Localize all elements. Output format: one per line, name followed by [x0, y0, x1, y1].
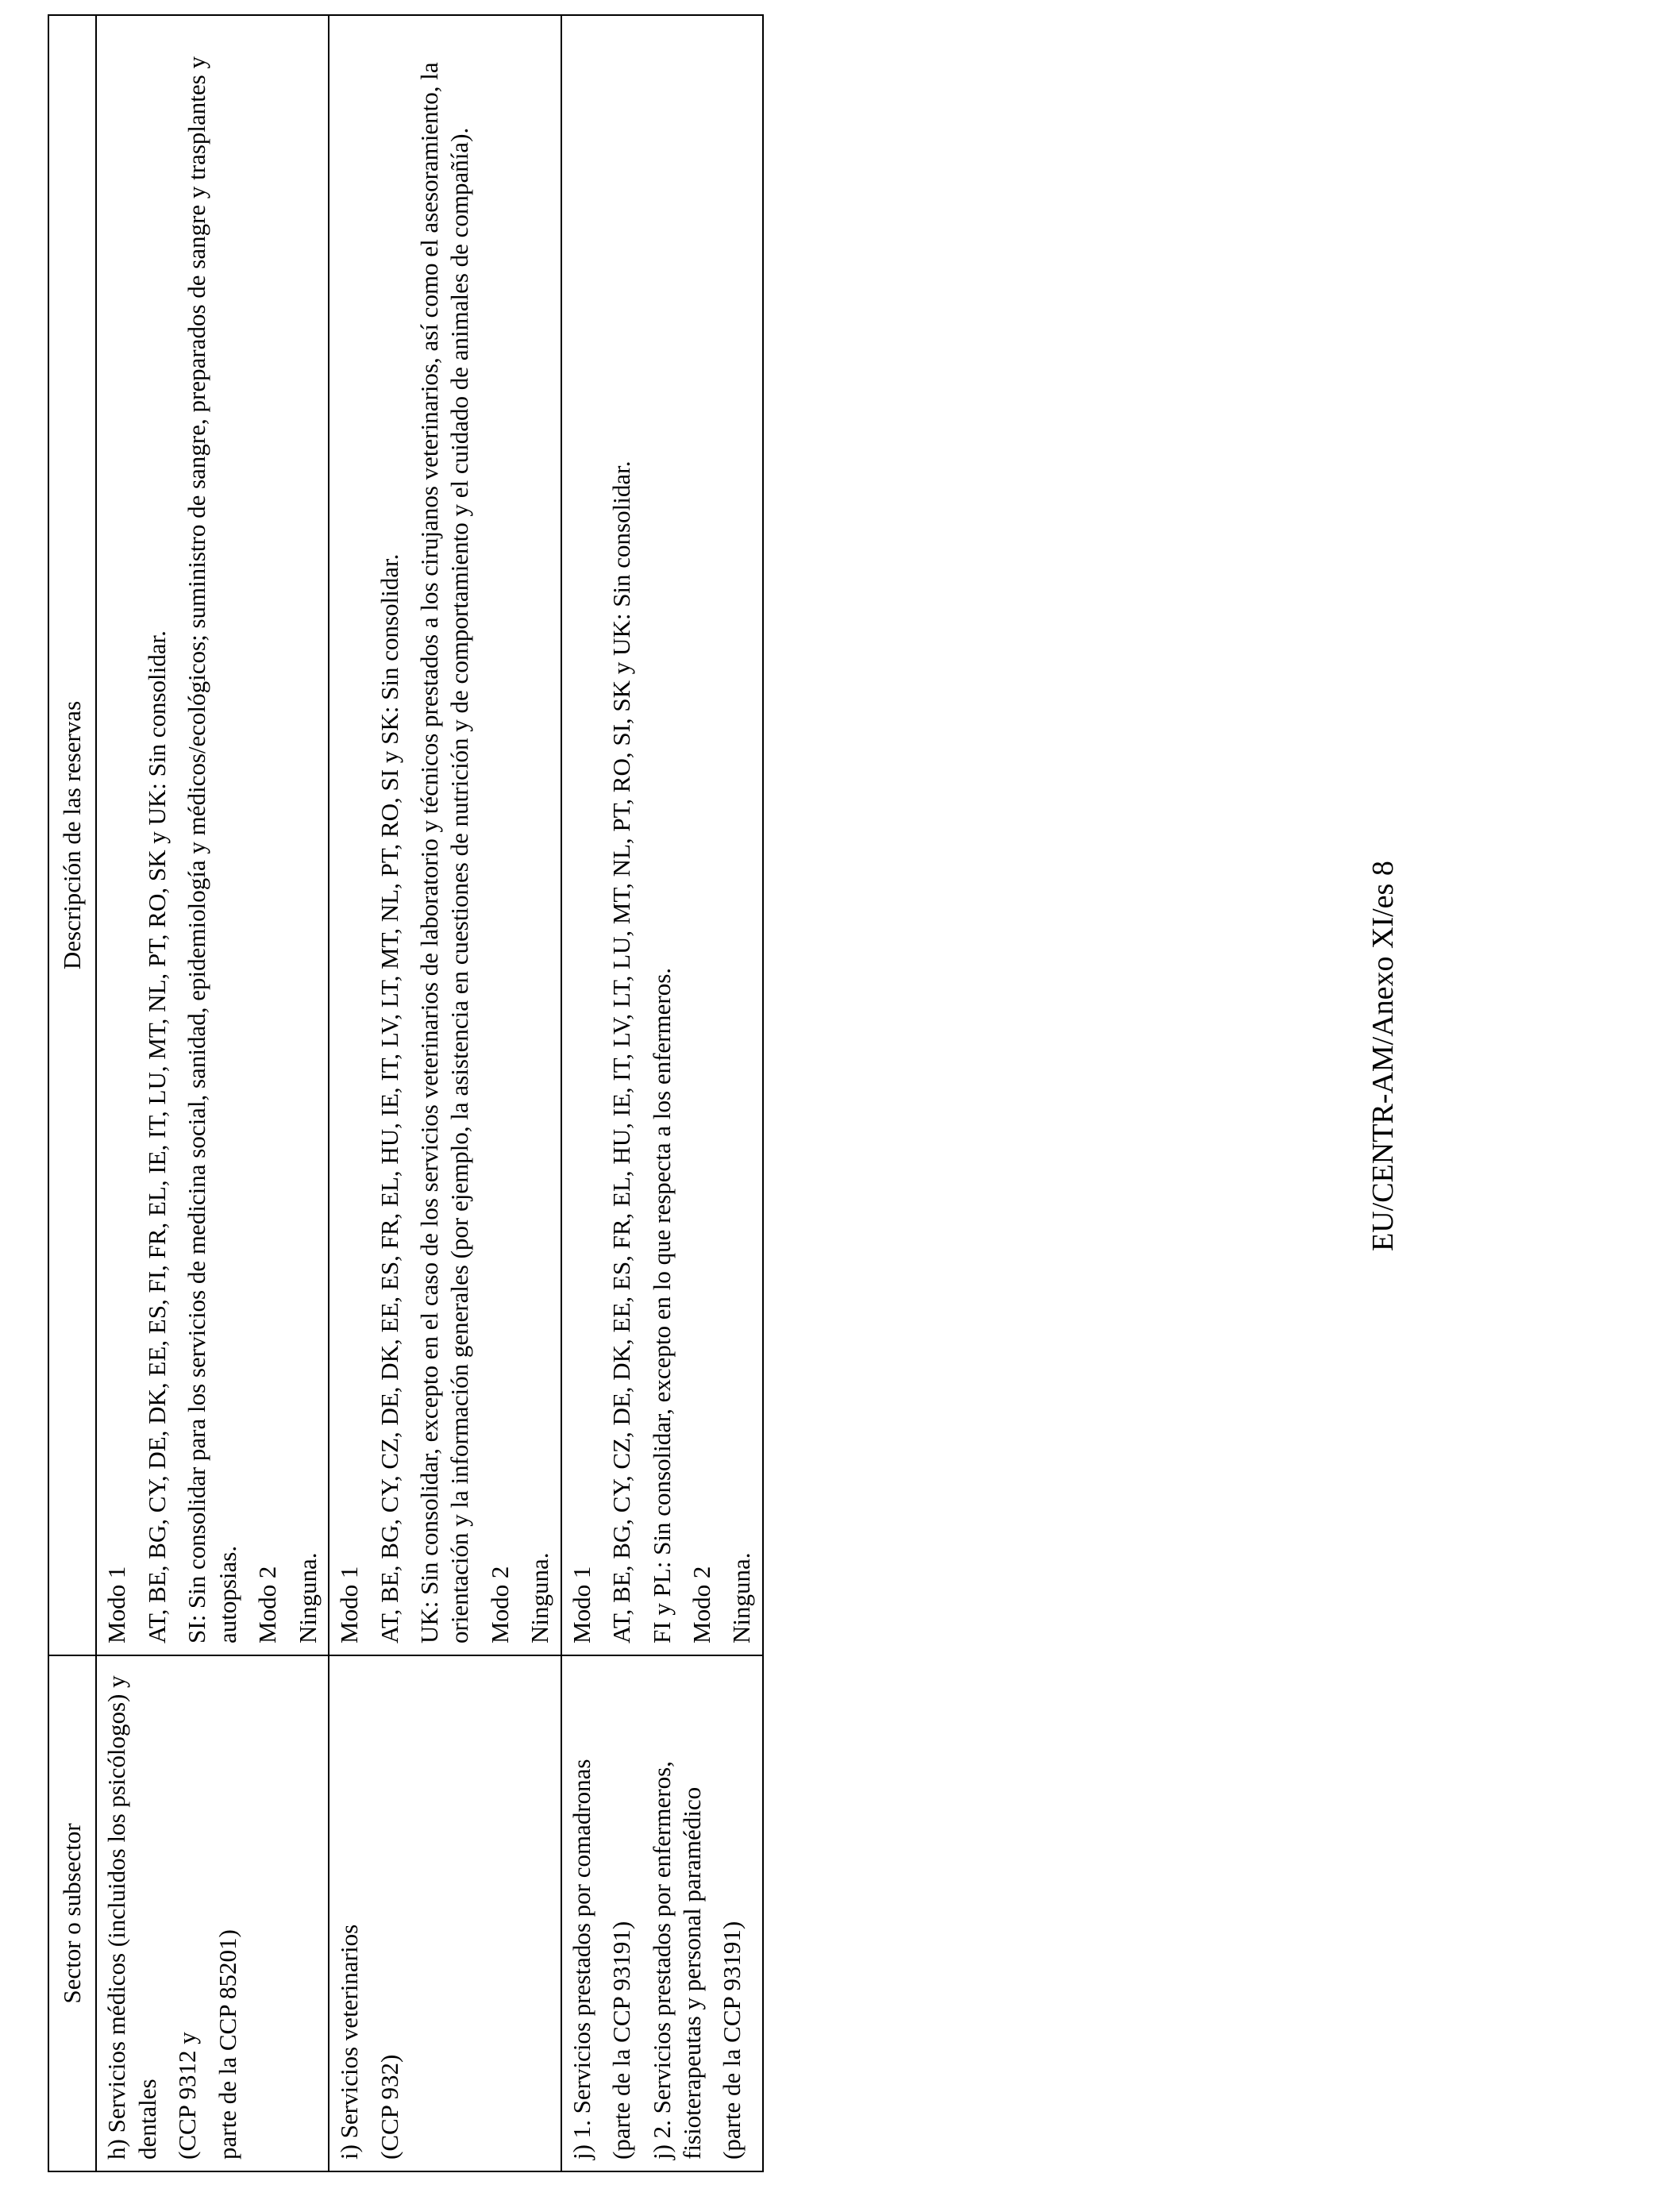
sector-ccp: (parte de la CCP 93191) — [607, 1921, 636, 2160]
reservation-text: AT, BE, BG, CY, DE, DK, EE, ES, FI, FR, EL, IE, IT, LU, MT, NL, PT, RO, SK y UK: Sin consolidar. — [142, 630, 171, 1643]
mode-label: Modo 1 — [102, 1566, 131, 1643]
sector-text: i) Servicios veterinarios — [335, 1924, 364, 2160]
sector-text: h) Servicios médicos (incluidos los psicólogos) y dentales — [102, 1675, 161, 2160]
sector-ccp: (CCP 9312 y — [173, 2032, 202, 2160]
table-header-row — [48, 15, 96, 2171]
sector-text: j) 2. Servicios prestados por enfermeros, fisioterapeutas y personal paramédico — [647, 1761, 706, 2160]
sector-ccp: (parte de la CCP 93191) — [718, 1921, 746, 2160]
sector-cell-h — [96, 1655, 329, 2171]
reservation-text: AT, BE, BG, CY, CZ, DE, DK, EE, ES, FR, EL, HU, IE, IT, LV, LT, MT, NL, PT, RO, SI y SK: Sin consolidar. — [375, 553, 403, 1643]
table-row-i — [329, 15, 561, 2171]
sector-cell-i — [329, 1655, 561, 2171]
sector-ccp: (CCP 932) — [375, 2054, 403, 2160]
reservation-text: UK: Sin consolidar, excepto en el caso de los servicios veterinarios de laboratorio y técnicos prestados a los cirujanos veterinarios, así como el asesoramiento, la orientación y la información generales (por ejemplo, la asistencia en cuestiones de nutrición y de comportamiento y el cuidado de animales de compañía). — [414, 62, 474, 1643]
reservation-text: FI y PL: Sin consolidar, excepto en lo que respecta a los enfermeros. — [647, 967, 676, 1643]
reservation-text: Ninguna. — [293, 1552, 322, 1643]
reservation-text: AT, BE, BG, CY, CZ, DE, DK, EE, ES, FR, EL, HU, IE, IT, LV, LT, LU, MT, NL, PT, RO, SI, SK y UK: Sin consolidar. — [607, 460, 636, 1643]
mode-label: Modo 2 — [688, 1566, 715, 1643]
reservation-text: Ninguna. — [727, 1552, 756, 1643]
table-row-j — [561, 15, 763, 2171]
sector-cell-j1 — [561, 1655, 763, 2171]
mode-label: Modo 2 — [253, 1566, 282, 1643]
sector-ccp: parte de la CCP 85201) — [213, 1929, 241, 2160]
sector-text: j) 1. Servicios prestados por comadronas — [567, 1759, 595, 2160]
mode-label: Modo 2 — [485, 1566, 514, 1643]
reservation-text: Ninguna. — [526, 1552, 554, 1643]
header-sector: Sector o subsector — [48, 1655, 96, 2171]
page-footer: EU/CENTR-AM/Anexo XI/es 8 — [1366, 861, 1400, 1251]
table-row-h — [96, 15, 329, 2171]
reservations-table — [48, 14, 764, 2172]
reservation-text: SI: Sin consolidar para los servicios de medicina social, sanidad, epidemiología y médicos/ecológicos; suministro de sangre, preparados de sangre y trasplantes y autopsias. — [183, 56, 241, 1643]
desc-cell-i — [329, 15, 561, 1655]
mode-label: Modo 1 — [567, 1566, 595, 1643]
header-descripcion: Descripción de las reservas — [48, 15, 96, 1655]
desc-cell-j — [561, 15, 763, 1655]
mode-label: Modo 1 — [335, 1566, 364, 1643]
desc-cell-h — [96, 15, 329, 1655]
